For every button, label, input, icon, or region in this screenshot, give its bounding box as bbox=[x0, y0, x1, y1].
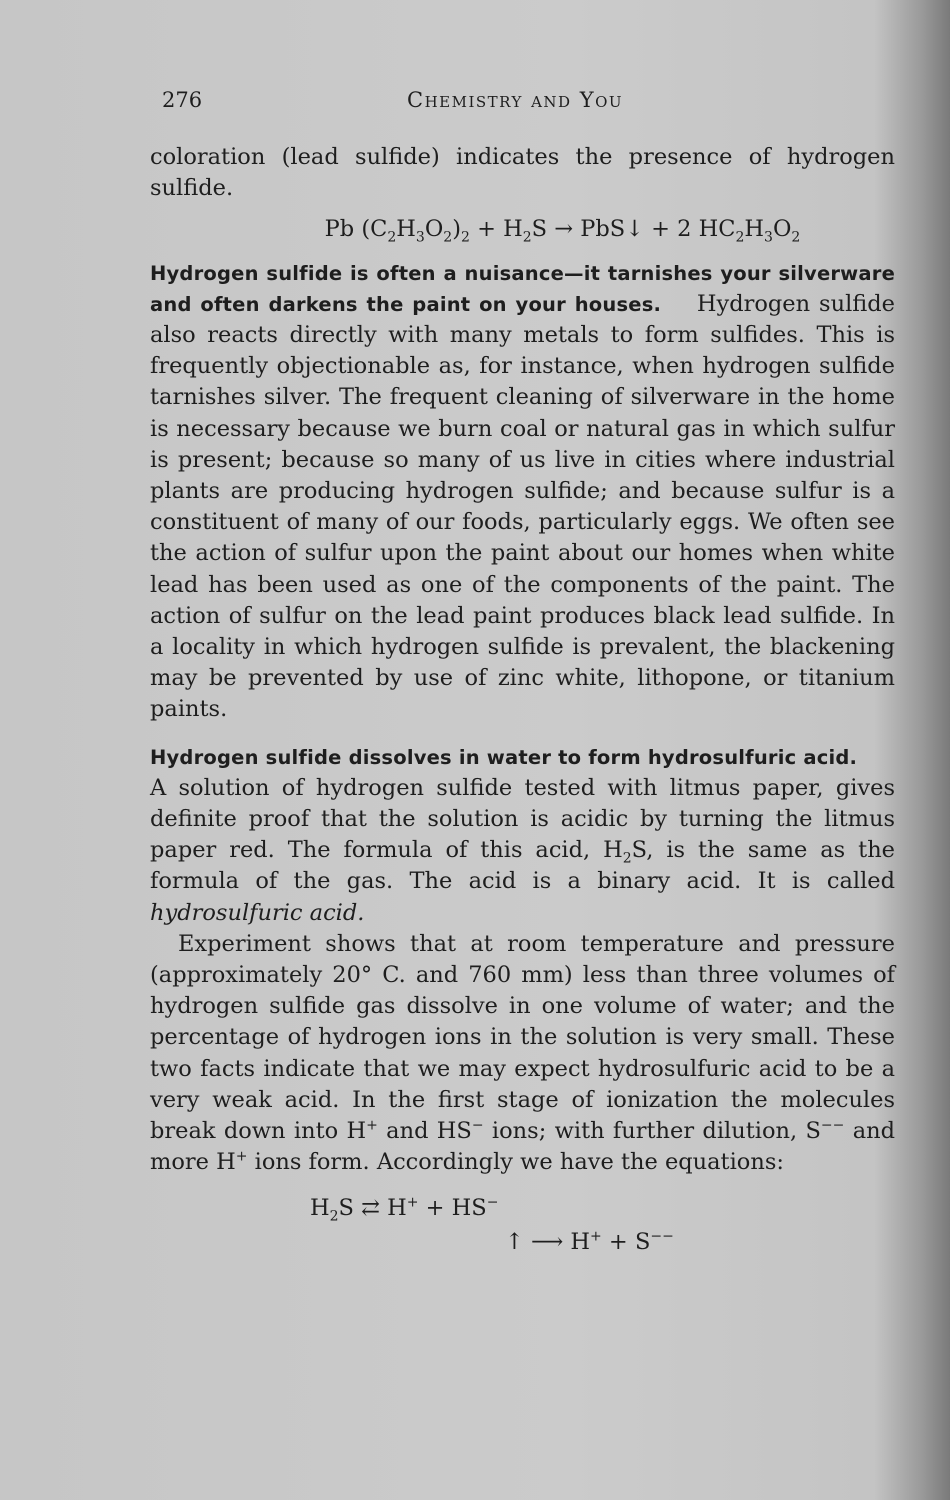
ionization-step-1: $H_2S$ ⇄ H+ + HS− bbox=[310, 1194, 499, 1224]
equation-lead-acetate: Pb $(C_2H_3O_2)_2 + H_2S$ → PbS↓ + 2 $HC_2H_3O_2$ bbox=[324, 216, 801, 246]
page-number: 276 bbox=[162, 88, 203, 112]
page-body bbox=[150, 142, 895, 1283]
paragraph-experiment: Experiment shows that at room temperature and pressure (approximately 20° C. and 760 mm) less than three volumes of hydrogen sulfide gas dissolve in one volume of water; and the percentage of hydrogen ions in the solution is very small. These two facts indicate that we may expect hydrosulfuric acid to be a very weak acid. In the first stage of ionization the molecules break down into H+ and HS− ions; with further dilution, S−− and more H+ ions form. Accordingly we have the equations: bbox=[150, 930, 895, 1176]
section-dissolves: Hydrogen sulfide dissolves in water to form hydrosulfuric acid. A solution of hydrogen sulfide tested with litmus paper, gives definite proof that the solution is acidic by turning the litmus paper red. The formula of this acid, $H_2S$, is the same as the formula of the gas. The acid is a binary acid. It is called hydrosulfuric acid. bbox=[150, 745, 895, 926]
term-hydrosulfuric: hydrosulfuric acid. bbox=[150, 899, 365, 926]
page-header bbox=[162, 88, 897, 118]
equation-ionization bbox=[150, 1193, 895, 1283]
ionization-step-2: ↑ ⟶ H+ + S−− bbox=[505, 1228, 674, 1255]
section-heading-dissolves: Hydrogen sulfide dissolves in water to form hydrosulfuric acid. bbox=[150, 745, 858, 769]
section-nuisance bbox=[150, 258, 895, 726]
paragraph-coloration: coloration (lead sulfide) indicates the presence of hydrogen sulfide. bbox=[150, 144, 895, 202]
section-heading-nuisance: Hydrogen sulfide is often a nuisance—it tarnishes your silverware and often darkens the paint on your houses. bbox=[150, 261, 895, 316]
section-text-nuisance: Hydrogen sulfide also reacts directly with many metals to form sulfides. This is frequently objectionable as, for instance, when hydrogen sulfide tarnishes silver. The frequent cleaning of silverware in the home is necessary because we burn coal or natural gas in which sulfur is present; because so many of us live in cities where industrial plants are producing hydrogen sulfide; and because sulfur is a constituent of many of our foods, particularly eggs. We often see the action of sulfur upon the paint about our homes when white lead has been used as one of the components of the paint. The action of sulfur on the lead paint produces black lead sulfide. In a locality in which hydrogen sulfide is prevalent, the blackening may be prevented by use of zinc white, lithopone, or titanium paints. bbox=[150, 290, 895, 723]
running-head: Chemistry and You bbox=[407, 88, 624, 112]
